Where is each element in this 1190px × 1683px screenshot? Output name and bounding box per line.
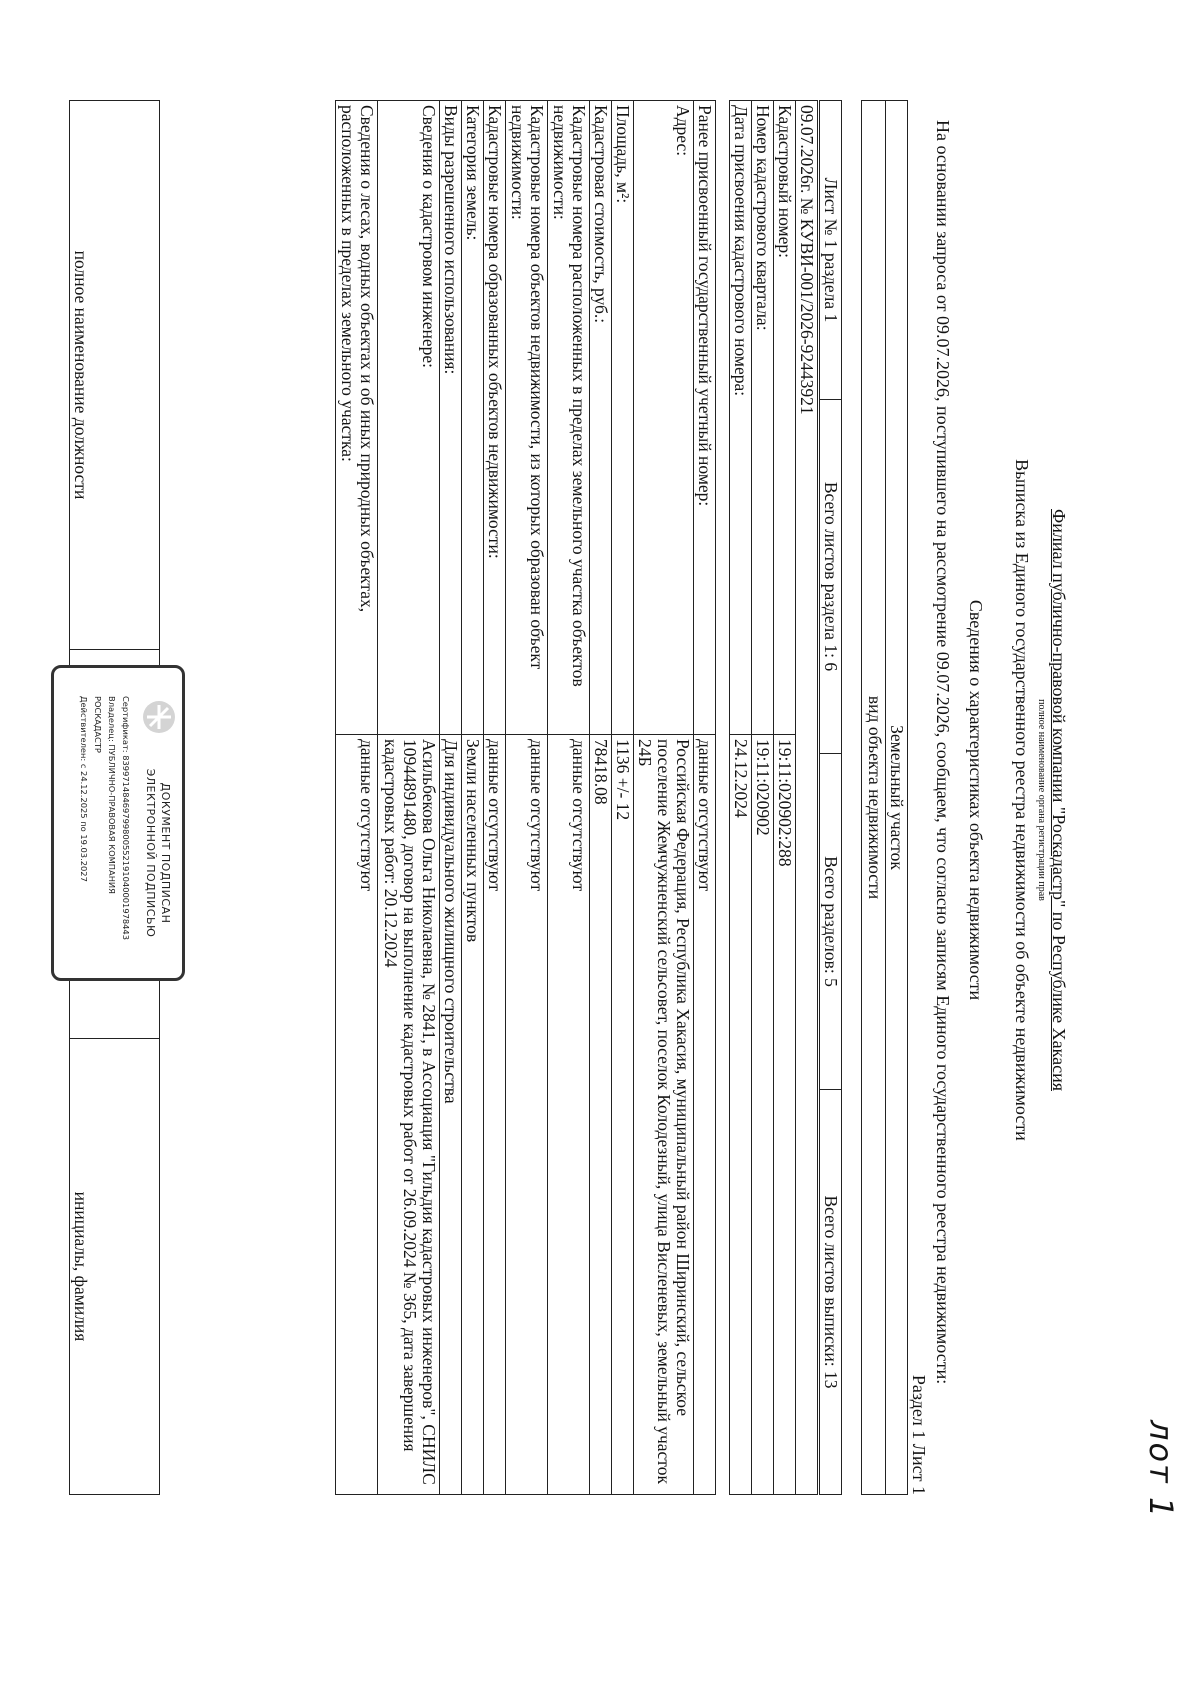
extract-date-number: 09.07.2026г. № КУВИ-001/2026-92443921: [796, 101, 818, 1495]
stamp-title-1: ДОКУМЕНТ ПОДПИСАН: [159, 782, 172, 924]
table-row: [612, 101, 634, 1495]
quarter-value: 19:11:020902: [752, 735, 774, 1495]
table-row: [694, 101, 716, 1495]
roskadastr-logo-icon: [138, 700, 176, 734]
table-row: [548, 101, 590, 1495]
org-caption: полное наименование органа регистрации прав: [1036, 699, 1047, 901]
electronic-signature-stamp: [51, 665, 185, 981]
assign-date-label: Дата присвоения кадастрового номера:: [730, 101, 752, 735]
property-value: Асильбекова Ольга Николаевна, № 2841, в Ассоциация "Гильдия кадастровых инженеров", СНИЛС 10944891480, договор на выполнение кадастровых работ от 26.09.2024 № 365, дата завершения кадастровых работ: 20.12.2024: [378, 735, 440, 1495]
table-row: [634, 101, 694, 1495]
stamp-validity: Действителен: с 24.12.2025 по 19.03.2027: [79, 696, 89, 882]
property-value: данные отсутствуют: [694, 735, 716, 1495]
position-caption: полное наименование должности: [70, 101, 160, 650]
quarter-label: Номер кадастрового квартала:: [752, 101, 774, 735]
cadastral-number-value: 19:11:020902:288: [774, 735, 796, 1495]
stamp-owner-org: РОСКАДАСТР: [93, 696, 103, 753]
sheets-in-section: Всего листов раздела 1: 6: [820, 400, 842, 754]
sheets-total: Всего листов выписки: 13: [820, 1090, 842, 1495]
doc-title: Выписка из Единого государственного реестра недвижимости об объекте недвижимости: [1012, 459, 1032, 1141]
sheet-number: Лист № 1 раздела 1: [820, 101, 842, 400]
property-value: Земли населенных пунктов: [462, 735, 484, 1495]
table-row: [440, 101, 462, 1495]
property-label: Площадь, м²:: [612, 101, 634, 735]
object-type-caption: вид объекта недвижимости: [862, 101, 886, 1495]
property-value: Российская Федерация, Республика Хакасия, муниципальный район Ширинский, сельское поселение Жемчужненский сельсовет, поселок Колодезный, улица Висленевых, земельный участок 24Б: [634, 735, 694, 1495]
property-value: Для индивидуального жилищного строительства: [440, 735, 462, 1495]
property-label: Сведения о кадастровом инженере:: [378, 101, 440, 735]
ident-table: [729, 100, 818, 1495]
property-label: Кадастровые номера расположенных в пределах земельного участка объектов недвижимости:: [548, 101, 590, 735]
handwritten-note: лот 1: [1142, 1420, 1180, 1520]
stamp-owner: Владелец: ПУБЛИЧНО-ПРАВОВАЯ КОМПАНИЯ: [107, 696, 117, 894]
property-value: данные отсутствуют: [336, 735, 378, 1495]
property-label: Адрес:: [634, 101, 694, 735]
property-label: Кадастровая стоимость, руб.:: [590, 101, 612, 735]
assign-date-value: 24.12.2024: [730, 735, 752, 1495]
property-label: Кадастровые номера образованных объектов недвижимости:: [484, 101, 506, 735]
property-label: Сведения о лесах, водных объектах и об иных природных объектах, расположенных в пределах земельного участка:: [336, 101, 378, 735]
object-type: Земельный участок: [886, 101, 908, 1495]
table-row: [462, 101, 484, 1495]
section-label: Раздел 1 Лист 1: [909, 1374, 929, 1495]
table-row: [336, 101, 378, 1495]
property-value: данные отсутствуют: [506, 735, 548, 1495]
property-value: данные отсутствуют: [548, 735, 590, 1495]
basis-text: На основании запроса от 09.07.2026, поступившего на рассмотрение 09.07.2026, сообщаем, что согласно записям Единого государственного реестра недвижимости:: [933, 120, 953, 1385]
property-label: Виды разрешенного использования:: [440, 101, 462, 735]
properties-table: [335, 100, 716, 1495]
table-row: [484, 101, 506, 1495]
stamp-certificate: Сертификат: 83997148469799800552191040001978443: [121, 696, 131, 940]
stamp-title-2: ЭЛЕКТРОННОЙ ПОДПИСЬЮ: [144, 768, 157, 938]
table-row: [378, 101, 440, 1495]
property-value: данные отсутствуют: [484, 735, 506, 1495]
doc-subtitle: Сведения о характеристиках объекта недвижимости: [966, 599, 986, 1001]
sheet-info-table: [819, 100, 842, 1495]
property-value: 1136 +/- 12: [612, 735, 634, 1495]
org-name: Филиал публично-правовой компании "Роскадастр" по Республике Хакасия: [1049, 509, 1069, 1091]
property-label: Кадастровые номера объектов недвижимости, из которых образован объект недвижимости:: [506, 101, 548, 735]
cadastral-number-label: Кадастровый номер:: [774, 101, 796, 735]
property-value: 78418.08: [590, 735, 612, 1495]
sections-total: Всего разделов: 5: [820, 754, 842, 1090]
table-row: [590, 101, 612, 1495]
property-label: Категория земель:: [462, 101, 484, 735]
object-type-table: [861, 100, 908, 1495]
name-caption: инициалы, фамилия: [70, 1039, 160, 1495]
table-row: [506, 101, 548, 1495]
property-label: Ранее присвоенный государственный учетный номер:: [694, 101, 716, 735]
